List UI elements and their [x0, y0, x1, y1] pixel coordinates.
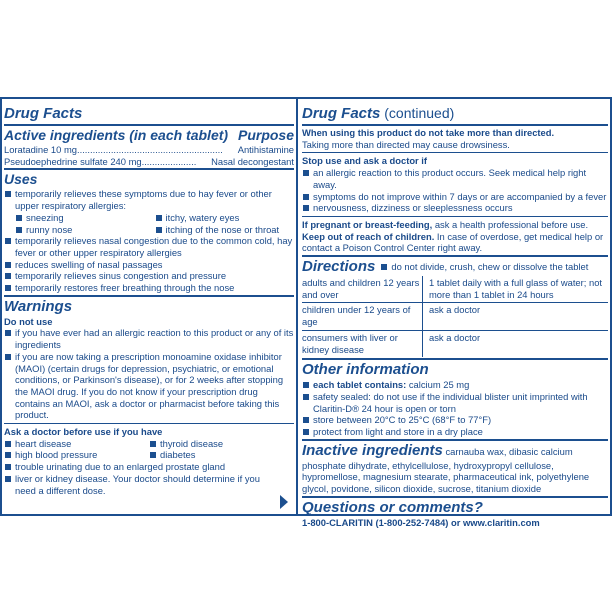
list-item: protect from light and store in a dry place	[302, 426, 608, 438]
symptom-grid	[4, 212, 294, 235]
rule	[4, 423, 294, 424]
list-item: temporarily restores freer breathing through the nose	[4, 282, 294, 294]
table-row: children under 12 years of age ask a doctor	[302, 303, 608, 330]
list-item: each tablet contains: calcium 25 mg	[302, 379, 608, 391]
rule	[302, 124, 608, 126]
active-ingredients-heading: Active ingredients (in each tablet)	[4, 127, 229, 143]
condition-grid	[4, 438, 294, 461]
right-column	[302, 99, 608, 529]
ingredient-row	[4, 144, 294, 156]
list-item: itchy, watery eyes	[155, 212, 295, 224]
list-item: itching of the nose or throat	[155, 224, 295, 236]
table-row: adults and children 12 years and over 1 tablet daily with a full glass of water; not more than 1 tablet in 24 hours	[302, 276, 608, 303]
rule	[302, 439, 608, 441]
directions-heading: Directions	[302, 258, 376, 276]
ingredient-purpose: Antihistamine	[237, 144, 294, 155]
when-using-heading: When using this product do not take more than directed.	[302, 127, 555, 138]
list-item: reduces swelling of nasal passages	[4, 259, 294, 271]
list-item: if you are now taking a prescription monoamine oxidase inhibitor (MAOI) (certain drugs for depression, psychiatric, or emotional conditions, or Parkinson's disease), or for 2 weeks after stopping the MAOI drug. If you do not know if your prescription drug contains an MAOI, ask a doctor or pharmacist before taking this product.	[4, 351, 294, 421]
list-item: safety sealed: do not use if the individual blister unit imprinted with Claritin-D® 24 hour is open or torn	[302, 391, 608, 414]
arrow-right-icon	[280, 495, 288, 509]
ingredient-purpose: Nasal decongestant	[211, 155, 294, 167]
list-item: runny nose	[15, 224, 155, 236]
warnings-heading: Warnings	[4, 297, 73, 315]
do-not-use-heading: Do not use	[4, 315, 53, 327]
contact-info: 1-800-CLARITIN (1-800-252-7484) or www.claritin.com	[302, 516, 540, 528]
stop-use-heading: Stop use and ask a doctor if	[302, 155, 428, 167]
table-row: consumers with liver or kidney disease ask a doctor	[302, 330, 608, 357]
list-item: temporarily relieves sinus congestion and pressure	[4, 270, 294, 282]
list-item: high blood pressure	[4, 449, 149, 461]
keep-out-text: Keep out of reach of children. In case of overdose, get medical help or contact a Poison Control Center right away.	[302, 230, 604, 254]
list-item: sneezing	[15, 212, 155, 224]
list-item: if you have ever had an allergic reaction to this product or any of its ingredients	[4, 327, 294, 350]
left-column	[4, 99, 294, 496]
inactive-ingredients: Inactive ingredients carnauba wax, dibasic calcium phosphate dihydrate, ethylcellulose, hydroxypropyl cellulose, hypromellose, magnesium stearate, pharmaceutical ink, polyethylene glycol, povidone, silicon dioxide, sucrose, titanium dioxide	[302, 441, 590, 495]
list-item: liver or kidney disease. Your doctor should determine if you need a different dose.	[4, 473, 294, 496]
questions-heading: Questions or comments?	[302, 498, 483, 516]
list-item: store between 20°C to 25°C (68°F to 77°F)	[302, 414, 608, 426]
ingredient-name: Pseudoephedrine sulfate 240 mg.....................	[4, 155, 197, 167]
column-divider	[296, 97, 298, 516]
list-item: nervousness, dizziness or sleeplessness occurs	[302, 202, 608, 214]
rule	[4, 124, 294, 126]
drug-facts-title: Drug Facts	[4, 105, 83, 122]
purpose-heading: Purpose	[237, 127, 294, 143]
uses-heading: Uses	[4, 171, 38, 188]
ingredient-row	[4, 156, 294, 168]
list-item: an allergic reaction to this product occurs. Seek medical help right away.	[302, 167, 608, 190]
drug-facts-continued-title: Drug Facts (continued)	[302, 105, 455, 122]
list-item: thyroid disease	[149, 438, 294, 450]
other-information-heading: Other information	[302, 361, 429, 379]
when-using-text: Taking more than directed may cause drowsiness.	[302, 138, 510, 150]
list-item: diabetes	[149, 449, 294, 461]
list-item: heart disease	[4, 438, 149, 450]
pregnant-text: If pregnant or breast-feeding, ask a health professional before use.	[302, 218, 589, 230]
list-item: trouble urinating due to an enlarged prostate gland	[4, 461, 294, 473]
rule	[302, 358, 608, 360]
rule	[302, 255, 608, 257]
list-item: symptoms do not improve within 7 days or are accompanied by a fever	[302, 191, 608, 203]
rule	[302, 216, 608, 217]
ingredient-name: Loratadine 10 mg........................................................	[4, 144, 223, 155]
rule	[302, 152, 608, 153]
rule	[302, 496, 608, 498]
rule	[4, 295, 294, 297]
list-item: temporarily relieves nasal congestion due to the common cold, hay fever or other upper respiratory allergies	[4, 235, 294, 258]
directions-intro: Directions do not divide, crush, chew or dissolve the tablet	[302, 258, 589, 276]
rule	[4, 168, 294, 170]
list-item: temporarily relieves these symptoms due to hay fever or other upper respiratory allergies:	[4, 188, 294, 211]
directions-table	[302, 276, 608, 357]
ask-doctor-heading: Ask a doctor before use if you have	[4, 426, 163, 438]
